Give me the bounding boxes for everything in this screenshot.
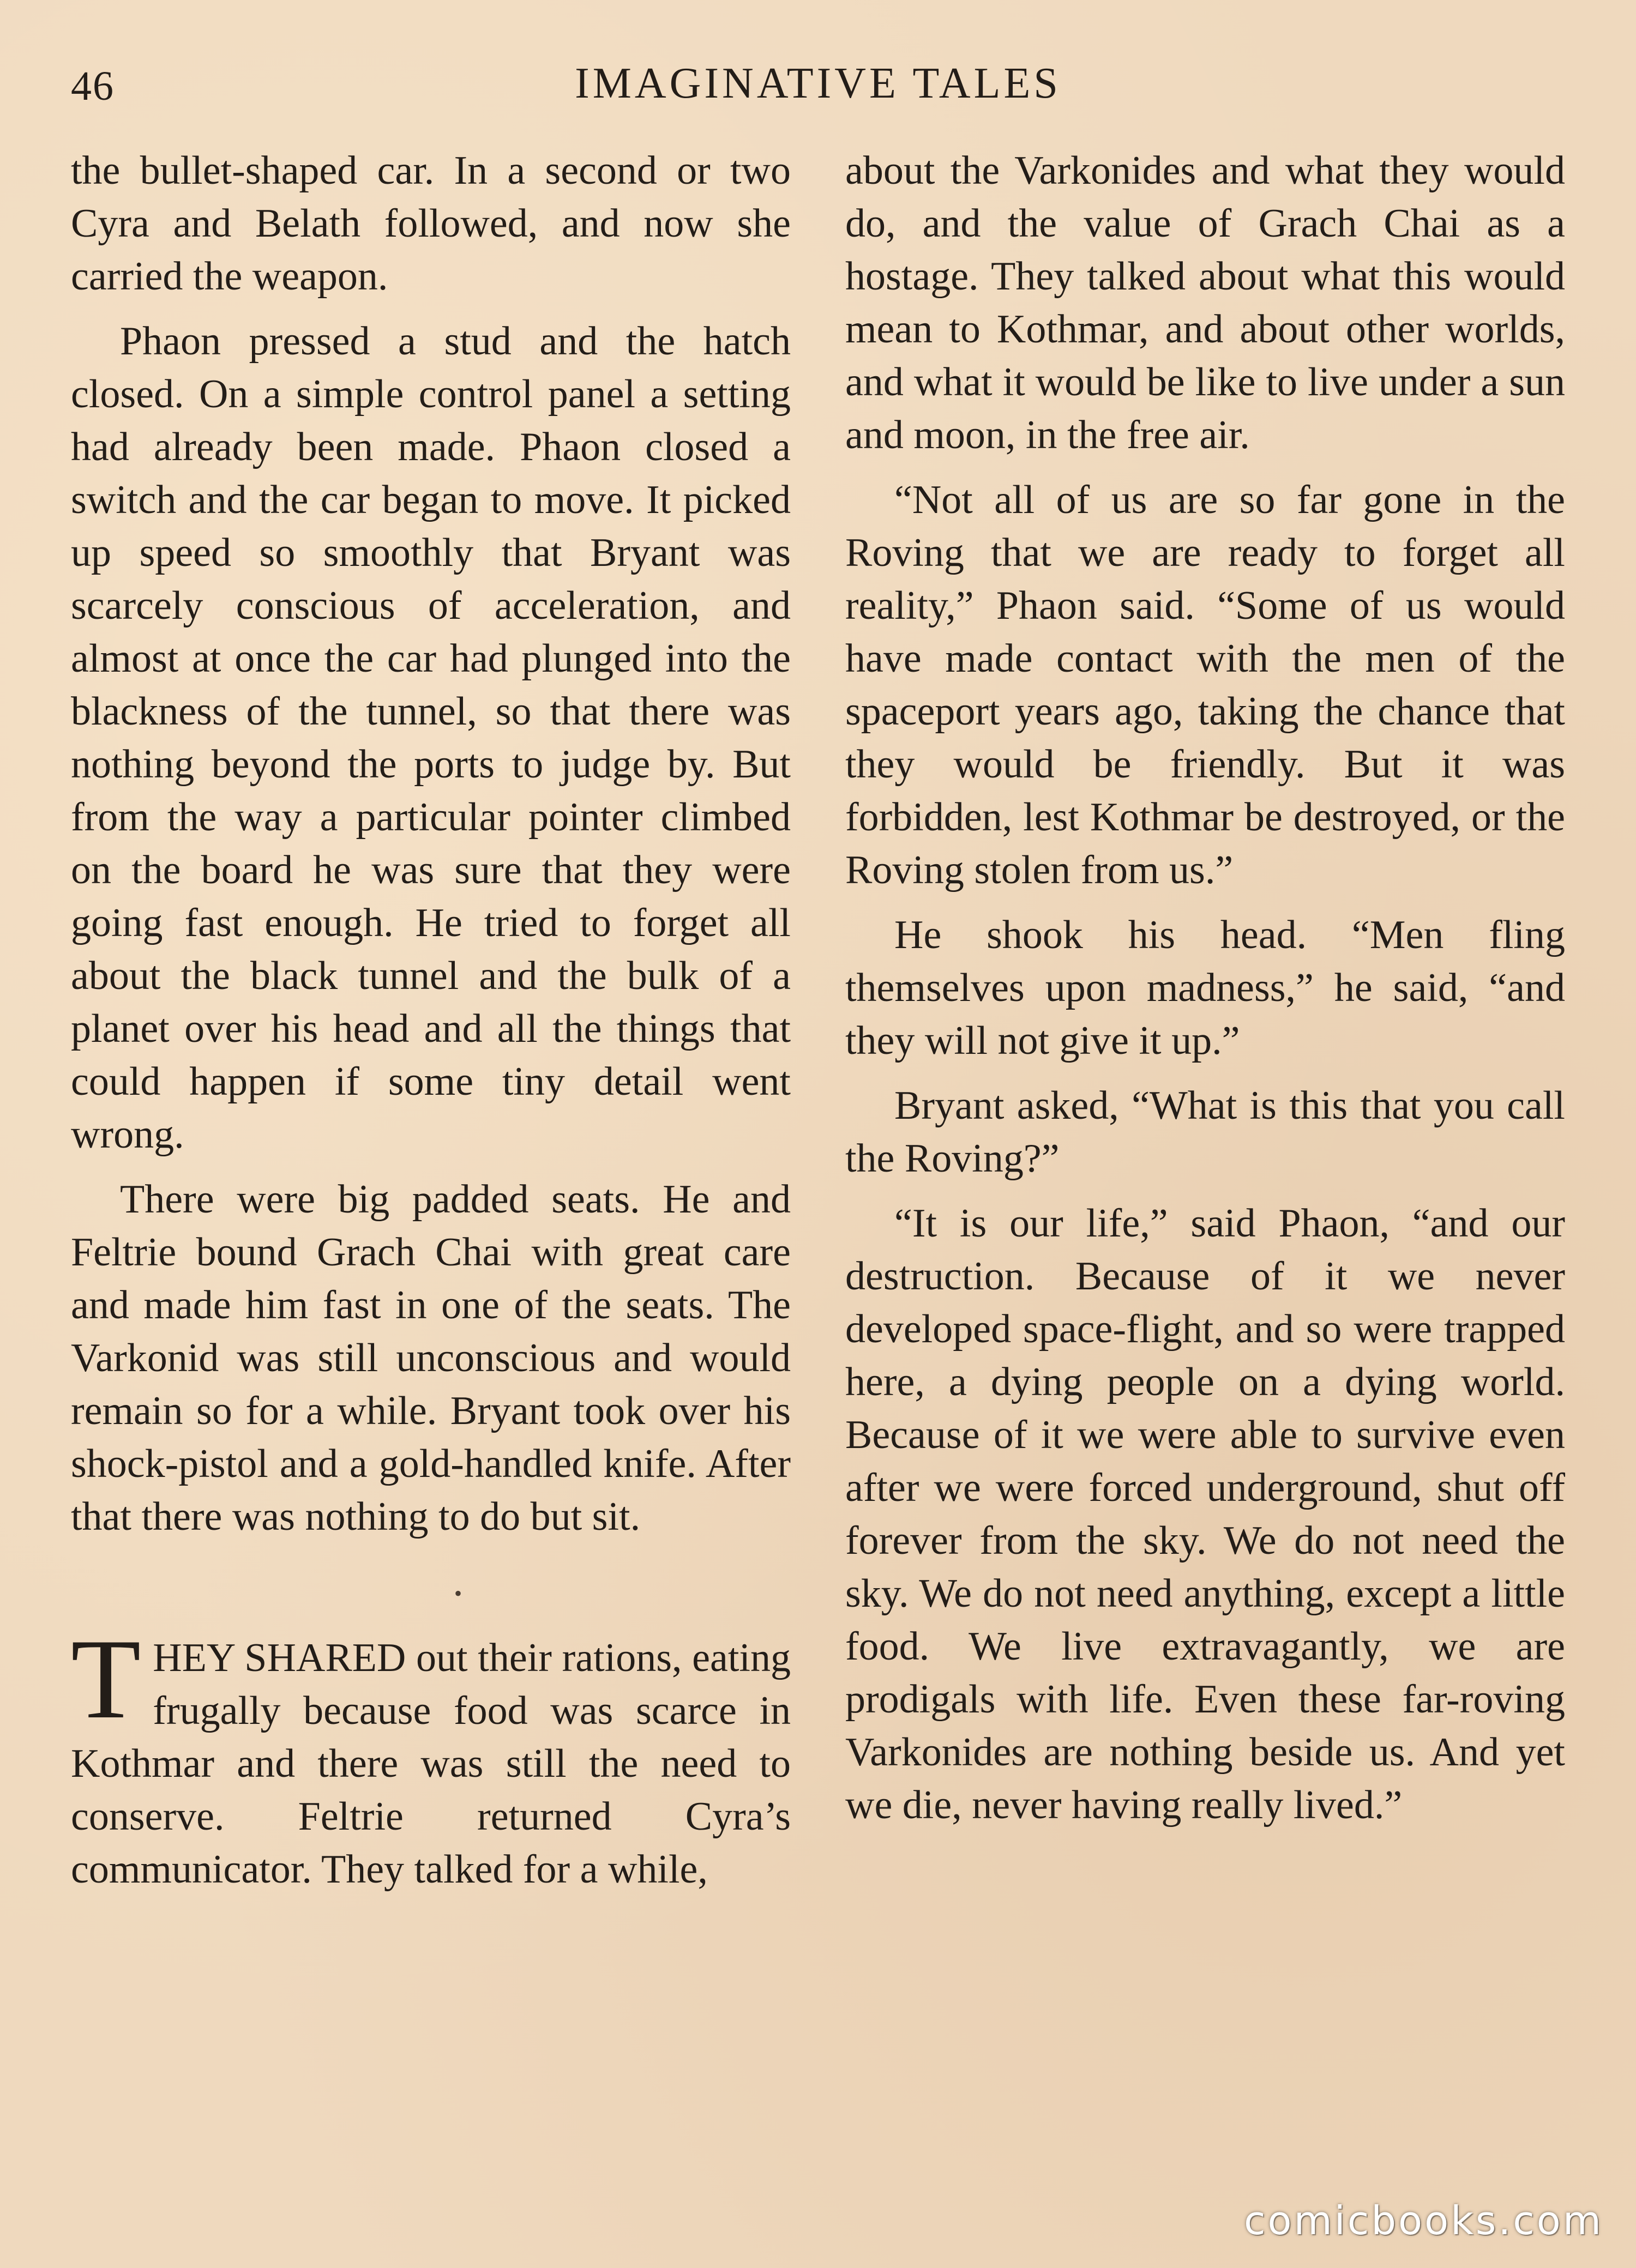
left-column <box>71 144 791 1908</box>
paragraph: There were big padded seats. He and Feltrie bound Grach Chai with great care and made him fast in one of the seats. The Varkonid was still unconscious and would remain so for a while. Bryant took over his shock-pistol and a gold-handled knife. After that there was nothing to do but sit. <box>71 1177 791 1539</box>
paragraph: about the Varkonides and what they would do, and the value of Grach Chai as a hostage. They talked about what this would mean to Kothmar, and about other worlds, and what it would be like to live under a sun and moon, in the free air. <box>845 148 1565 457</box>
paragraph: “Not all of us are so far gone in the Roving that we are ready to forget all reality,” Phaon said. “Some of us would have made contact with the men of the spaceport years ago, taking the chance that they would be friendly. But it was forbidden, lest Kothmar be destroyed, or the Roving stolen from us.” <box>845 478 1565 892</box>
drop-cap-paragraph <box>71 1616 791 1896</box>
drop-cap-paragraph-text: HEY SHARED out their rations, eating frugally because food was scarce in Kothmar and there was still the need to conserve. Feltrie returned Cyra’s communicator. They talked for a while, <box>71 1636 791 1892</box>
page-number: 46 <box>71 63 115 109</box>
paragraph: the bullet-shaped car. In a second or two Cyra and Belath followed, and now she carried the weapon. <box>71 148 791 299</box>
section-break-ornament: • <box>454 1581 462 1606</box>
paragraph: Bryant asked, “What is this that you call the Roving?” <box>845 1083 1565 1181</box>
right-column <box>845 144 1565 1844</box>
running-head: IMAGINATIVE TALES <box>575 59 1061 107</box>
paragraph: “It is our life,” said Phaon, “and our destruction. Because of it we never developed space-flight, and so were trapped here, a dying people on a dying world. Because of it we were able to survive even after we were forced underground, shut off forever from the sky. We do not need the sky. We do not need anything, except a little food. We live extravagantly, we are prodigals with life. Even these far-roving Varkonides are nothing beside us. And yet we die, never having really lived.” <box>845 1201 1565 1827</box>
paragraph: He shook his head. “Men fling themselves upon madness,” he said, “and they will not give it up.” <box>845 913 1565 1063</box>
drop-cap-letter: T <box>71 1616 141 1742</box>
watermark: comicbooks.com <box>1243 2198 1603 2243</box>
paragraph: Phaon pressed a stud and the hatch closed. On a simple control panel a setting had already been made. Phaon closed a switch and the car began to move. It picked up speed so smoothly that Bryant was scarcely conscious of acceleration, and almost at once the car had plunged into the blackness of the tunnel, so that there was nothing beyond the ports to judge by. But from the way a particular pointer climbed on the board he was sure that they were going fast enough. He tried to forget all about the black tunnel and the bulk of a planet over his head and all the things that could happen if some tiny detail went wrong. <box>71 319 791 1157</box>
